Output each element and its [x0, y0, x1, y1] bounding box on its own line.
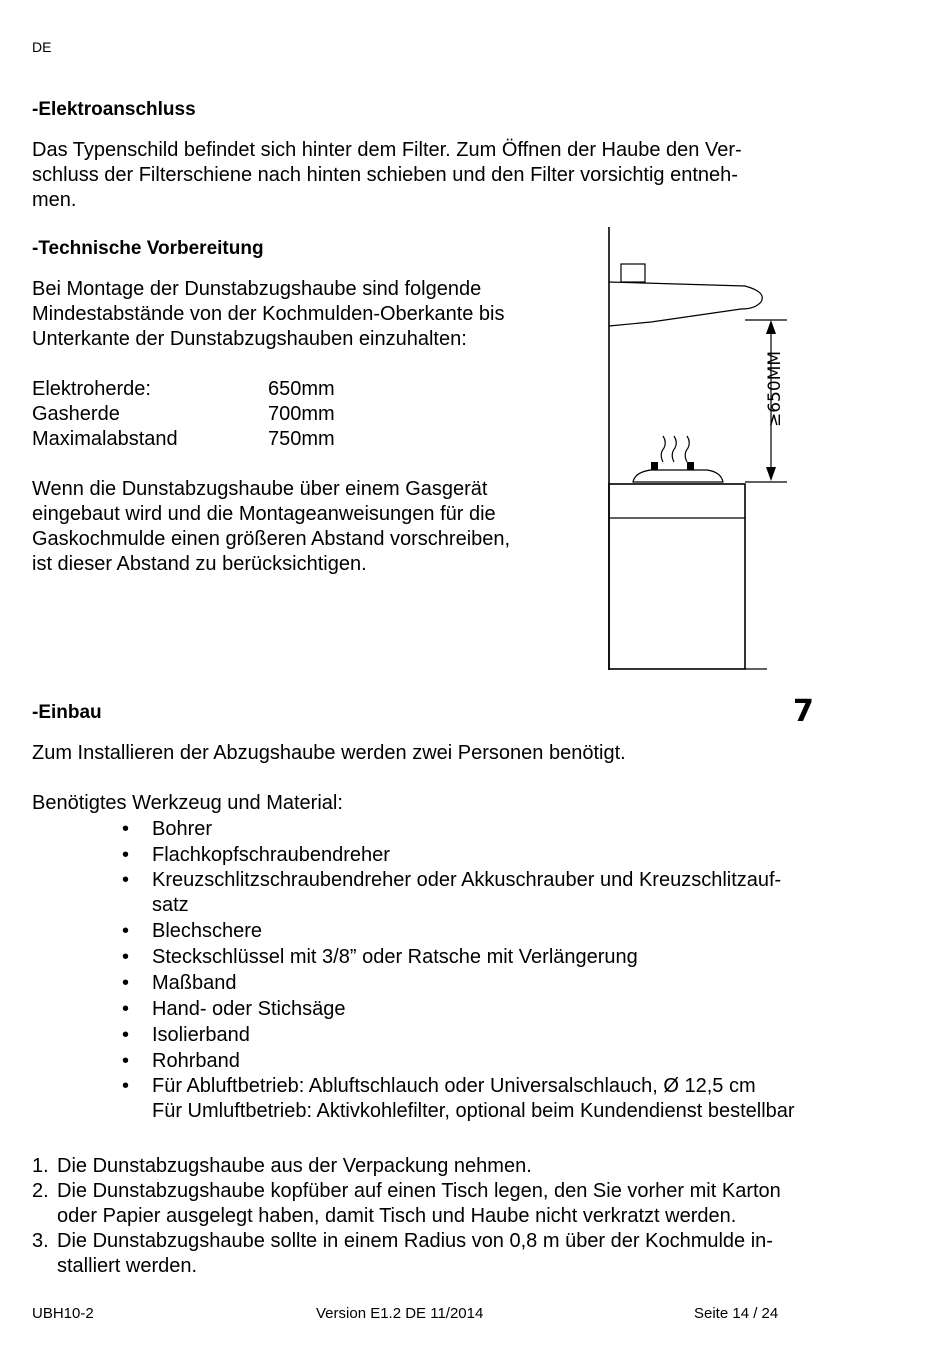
- text-line: ist dieser Abstand zu berücksichtigen.: [32, 553, 367, 575]
- steps-list: [32, 1154, 892, 1279]
- section-title-einbau: -Einbau: [32, 702, 102, 723]
- spec-row-gasherde: [32, 402, 335, 427]
- spec-value: 750mm: [268, 428, 335, 450]
- bullet-icon: •: [122, 818, 130, 840]
- list-item: • Maßband: [122, 972, 237, 994]
- spec-row-maximalabstand: [32, 427, 335, 452]
- text-line: Unterkante der Dunstabzugshauben einzuhalten:: [32, 328, 467, 350]
- arrow-up-icon: [766, 320, 776, 334]
- spec-value: 650mm: [268, 378, 335, 400]
- section-note-gasgeraet: [32, 477, 592, 577]
- bullet-icon: •: [122, 998, 130, 1020]
- list-item: • Kreuzschlitzschraubendreher oder Akkuschrauber und Kreuzschlitzauf- satz: [122, 869, 782, 916]
- bullet-icon: •: [122, 1050, 130, 1072]
- text-line: Bei Montage der Dunstabzugshaube sind folgende: [32, 278, 482, 300]
- tools-list: [0, 816, 900, 1124]
- list-item: • Hand- oder Stichsäge: [122, 998, 346, 1020]
- bullet-icon: •: [122, 844, 130, 866]
- list-item: 2. Die Dunstabzugshaube kopfüber auf einen Tisch legen, den Sie vorher mit Karton oder Papier ausgelegt haben, damit Tisch und Haube nicht verkratzt werden.: [32, 1180, 781, 1227]
- list-item: • Für Abluftbetrieb: Abluftschlauch oder Universalschlauch, Ø 12,5 cm Für Umluftbetrieb: Aktivkohlefilter, optional beim Kundendienst bestellbar: [122, 1075, 795, 1122]
- flame-icon: [672, 436, 676, 462]
- burner-dome: [633, 470, 723, 482]
- installation-height-figure: [595, 222, 795, 677]
- list-item: • Rohrband: [122, 1050, 240, 1072]
- chimney-duct: [621, 264, 645, 282]
- dimension-label: ≥650MM: [765, 350, 785, 427]
- step-number: 2.: [32, 1180, 49, 1202]
- footer-version: Version E1.2 DE 11/2014: [316, 1305, 484, 1322]
- hood-outline: [609, 282, 762, 326]
- list-item: • Flachkopfschraubendreher: [122, 844, 390, 866]
- flame-icon: [685, 436, 689, 462]
- text-line: Mindestabstände von der Kochmulden-Oberkante bis: [32, 303, 505, 325]
- text-line: Wenn die Dunstabzugshaube über einem Gasgerät: [32, 478, 488, 500]
- spec-value: 700mm: [268, 403, 335, 425]
- section-text-elektroanschluss: [32, 138, 892, 213]
- spec-label: Maximalabstand: [32, 428, 178, 450]
- text-line: schluss der Filterschiene nach hinten schieben und den Filter vorsichtig entneh-: [32, 164, 738, 186]
- footer-model: UBH10-2: [32, 1305, 94, 1322]
- section-title-elektroanschluss: -Elektroanschluss: [32, 99, 196, 120]
- step-number: 3.: [32, 1230, 49, 1252]
- section-intro-einbau: Zum Installieren der Abzugshaube werden zwei Personen benötigt.: [32, 742, 626, 764]
- header-language: DE: [32, 39, 52, 55]
- bullet-icon: •: [122, 1075, 130, 1097]
- spec-label: Elektroherde:: [32, 378, 151, 400]
- spec-label: Gasherde: [32, 403, 120, 425]
- arrow-down-icon: [766, 467, 776, 481]
- spec-row-elektroherde: [32, 377, 335, 402]
- bullet-icon: •: [122, 920, 130, 942]
- cabinet-outline: [609, 484, 745, 669]
- burner-knob: [687, 462, 694, 470]
- list-item: • Bohrer: [122, 818, 213, 840]
- list-item: 3. Die Dunstabzugshaube sollte in einem Radius von 0,8 m über der Kochmulde in- stalliert werden.: [32, 1230, 773, 1277]
- text-line: men.: [32, 189, 77, 211]
- step-number: 1.: [32, 1155, 49, 1177]
- text-line: Das Typenschild befindet sich hinter dem Filter. Zum Öffnen der Haube den Ver-: [32, 139, 742, 161]
- flame-icon: [661, 436, 665, 462]
- figure-number: 7: [793, 694, 814, 729]
- section-title-technische-vorbereitung: -Technische Vorbereitung: [32, 238, 264, 259]
- bullet-icon: •: [122, 1024, 130, 1046]
- bullet-icon: •: [122, 869, 130, 891]
- list-item: • Blechschere: [122, 920, 263, 942]
- text-line: eingebaut wird und die Montageanweisungen für die: [32, 503, 496, 525]
- burner-knob: [651, 462, 658, 470]
- section-intro-technische-vorbereitung: [32, 277, 592, 352]
- list-item: 1. Die Dunstabzugshaube aus der Verpackung nehmen.: [32, 1155, 532, 1177]
- list-item: • Isolierband: [122, 1024, 250, 1046]
- bullet-icon: •: [122, 972, 130, 994]
- text-line: Gaskochmulde einen größeren Abstand vorschreiben,: [32, 528, 511, 550]
- footer-page-number: Seite 14 / 24: [694, 1305, 779, 1322]
- tools-heading: Benötigtes Werkzeug und Material:: [32, 792, 343, 814]
- list-item: • Steckschlüssel mit 3/8” oder Ratsche mit Verlängerung: [122, 946, 638, 968]
- bullet-icon: •: [122, 946, 130, 968]
